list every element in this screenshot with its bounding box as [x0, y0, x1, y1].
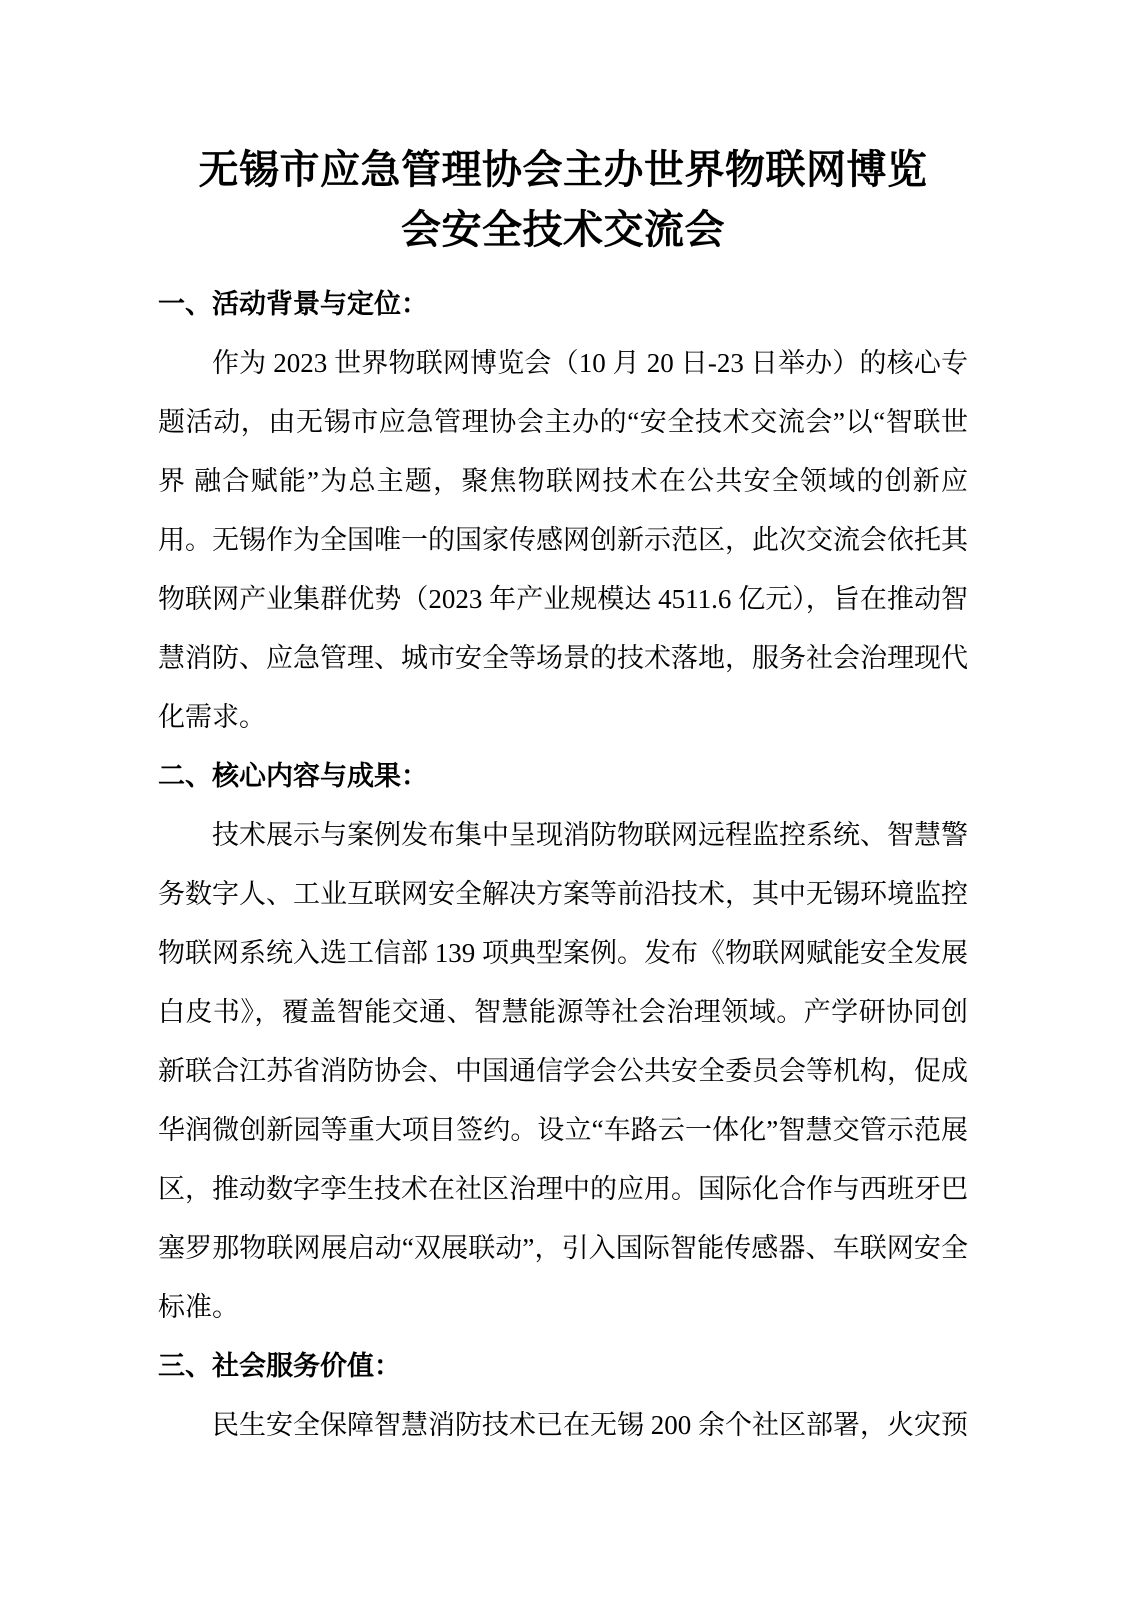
section-heading-background: 一、活动背景与定位： [158, 289, 428, 319]
section-social-value [158, 1337, 968, 1455]
section-heading-social-value: 三、社会服务价值： [158, 1351, 401, 1381]
document-title-line-1: 无锡市应急管理协会主办世界物联网博览 [198, 147, 928, 192]
document-title [158, 140, 968, 260]
section-background-paragraph: 作为 2023 世界物联网博览会（10 月 20 日-23 日举办）的核心专题活动，由无锡市应急管理协会主办的“安全技术交流会”以“智联世界 融合赋能”为总主题，聚焦物联网技术在公共安全领域的创新应用。无锡作为全国唯一的国家传感网创新示范区，此次交流会依托其物联网产业集群优势（2023 年产业规模达 4511.6 亿元），旨在推动智慧消防、应急管理、城市安全等场景的技术落地，服务社会治理现代化需求。 [158, 348, 968, 732]
document-title-line-2: 会安全技术交流会 [401, 207, 725, 252]
section-heading-core-content: 二、核心内容与成果： [158, 761, 428, 791]
section-background [158, 275, 968, 747]
section-core-content [158, 747, 968, 1337]
section-social-value-paragraph: 民生安全保障智慧消防技术已在无锡 200 余个社区部署，火灾预 [212, 1410, 968, 1440]
section-core-content-paragraph: 技术展示与案例发布集中呈现消防物联网远程监控系统、智慧警务数字人、工业互联网安全解决方案等前沿技术，其中无锡环境监控物联网系统入选工信部 139 项典型案例。发布《物联网赋能安全发展白皮书》，覆盖智能交通、智慧能源等社会治理领域。产学研协同创新联合江苏省消防协会、中国通信学会公共安全委员会等机构，促成华润微创新园等重大项目签约。设立“车路云一体化”智慧交管示范展区，推动数字孪生技术在社区治理中的应用。国际化合作与西班牙巴塞罗那物联网展启动“双展联动”，引入国际智能传感器、车联网安全标准。 [158, 820, 968, 1322]
